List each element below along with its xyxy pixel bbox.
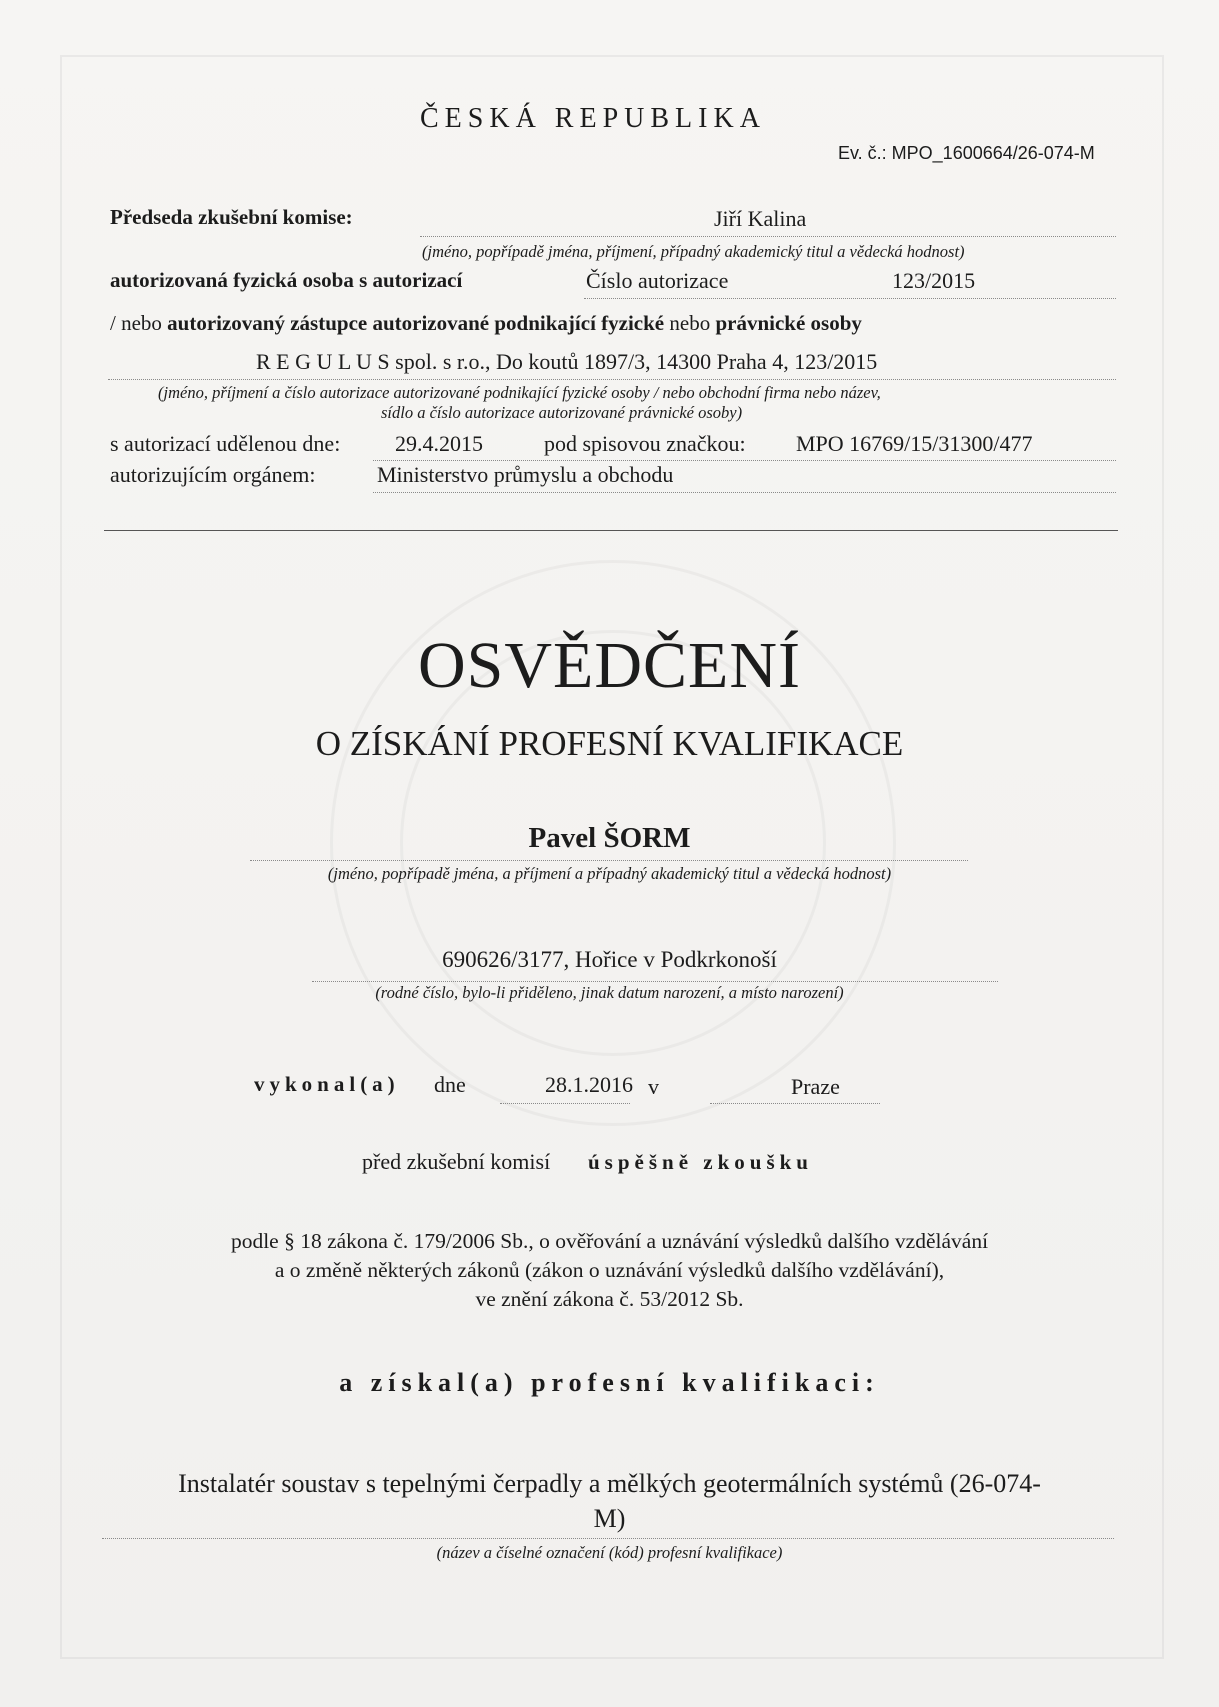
holder-line [250, 860, 968, 861]
authority-name: Ministerstvo průmyslu a obchodu [377, 462, 674, 487]
chair-label: Předseda zkušební komise: [110, 205, 353, 229]
chair-note: (jméno, popřípadě jména, příjmení, případný akademický titul a vědecká hodnost) [422, 242, 965, 261]
file-label: pod spisovou značkou: [544, 431, 746, 456]
before-label: před zkušební komisí [362, 1149, 551, 1174]
qualification-line-1: Instalatér soustav s tepelnými čerpadly a mělkých geotermálních systémů (26-074- [178, 1469, 1041, 1498]
authority-line [373, 492, 1116, 493]
qualification-note: (název a číselné označení (kód) profesní kvalifikace) [436, 1543, 783, 1562]
birth-note: (rodné číslo, bylo-li přiděleno, jinak datum narození, a místo narození) [375, 983, 844, 1002]
holder-name: Pavel ŠORM [528, 822, 691, 854]
authorized-person-label: autorizovaná fyzická osoba s autorizací [110, 268, 463, 292]
representative-bold-1: autorizovaný zástupce autorizované podnikající fyzické [167, 311, 665, 335]
exam-place-line [710, 1103, 880, 1104]
holder-note: (jméno, popřípadě jména, a příjmení a případný akademický titul a vědecká hodnost) [327, 864, 892, 883]
representative-line [110, 311, 862, 336]
qualification-line-2: M) [593, 1504, 626, 1533]
company-note-2: sídlo a číslo autorizace autorizované právnické osoby) [381, 403, 743, 422]
birth-info: 690626/3177, Hořice v Podkrkonoší [442, 947, 777, 972]
representative-bold-2: právnické osoby [715, 311, 862, 335]
qualification-line [102, 1538, 1114, 1539]
birth-line [312, 981, 998, 982]
company-details: spol. s r.o., Do koutů 1897/3, 14300 Praha 4, 123/2015 [395, 349, 878, 374]
company-note-1: (jméno, příjmení a číslo autorizace autorizované podnikající fyzické osoby / nebo obchodní firma nebo název, [158, 383, 881, 402]
success-label: úspěšně zkoušku [588, 1150, 813, 1174]
certificate-title: OSVĚDČENÍ [418, 629, 801, 702]
law-line-2: a o změně některých zákonů (zákon o uznávání výsledků dalšího vzdělávání), [274, 1258, 945, 1282]
performed-label: vykonal(a) [254, 1072, 400, 1096]
obtained-label: a získal(a) profesní kvalifikaci: [339, 1368, 880, 1397]
authorization-number-label: Číslo autorizace [586, 268, 729, 293]
law-line-3: ve znění zákona č. 53/2012 Sb. [475, 1287, 744, 1311]
exam-place: Praze [791, 1074, 840, 1099]
granted-line [373, 460, 1116, 461]
authority-label: autorizujícím orgánem: [110, 462, 316, 487]
exam-date: 28.1.2016 [545, 1072, 633, 1097]
country-heading: ČESKÁ REPUBLIKA [420, 103, 766, 134]
authorization-number: 123/2015 [892, 268, 976, 293]
authorization-line [584, 298, 1116, 299]
granted-label: s autorizací udělenou dne: [110, 431, 341, 456]
granted-date: 29.4.2015 [395, 431, 483, 456]
company-name-spaced: R E G U L U S [256, 349, 390, 374]
file-number: MPO 16769/15/31300/477 [796, 431, 1033, 456]
representative-middle: nebo [669, 311, 711, 335]
day-label: dne [434, 1072, 466, 1097]
law-line-1: podle § 18 zákona č. 179/2006 Sb., o ověřování a uznávání výsledků dalšího vzdělávání [230, 1229, 989, 1253]
section-divider [104, 530, 1118, 531]
chair-line [420, 236, 1116, 237]
company-line-rule [108, 379, 1116, 380]
in-label: v [648, 1074, 659, 1099]
certificate-subtitle: O ZÍSKÁNÍ PROFESNÍ KVALIFIKACE [315, 724, 904, 763]
company-line [256, 349, 877, 375]
representative-prefix: / nebo [110, 311, 162, 335]
chair-name: Jiří Kalina [714, 206, 807, 231]
evidence-number: Ev. č.: MPO_1600664/26-074-M [838, 143, 1095, 163]
exam-date-line [500, 1103, 630, 1104]
